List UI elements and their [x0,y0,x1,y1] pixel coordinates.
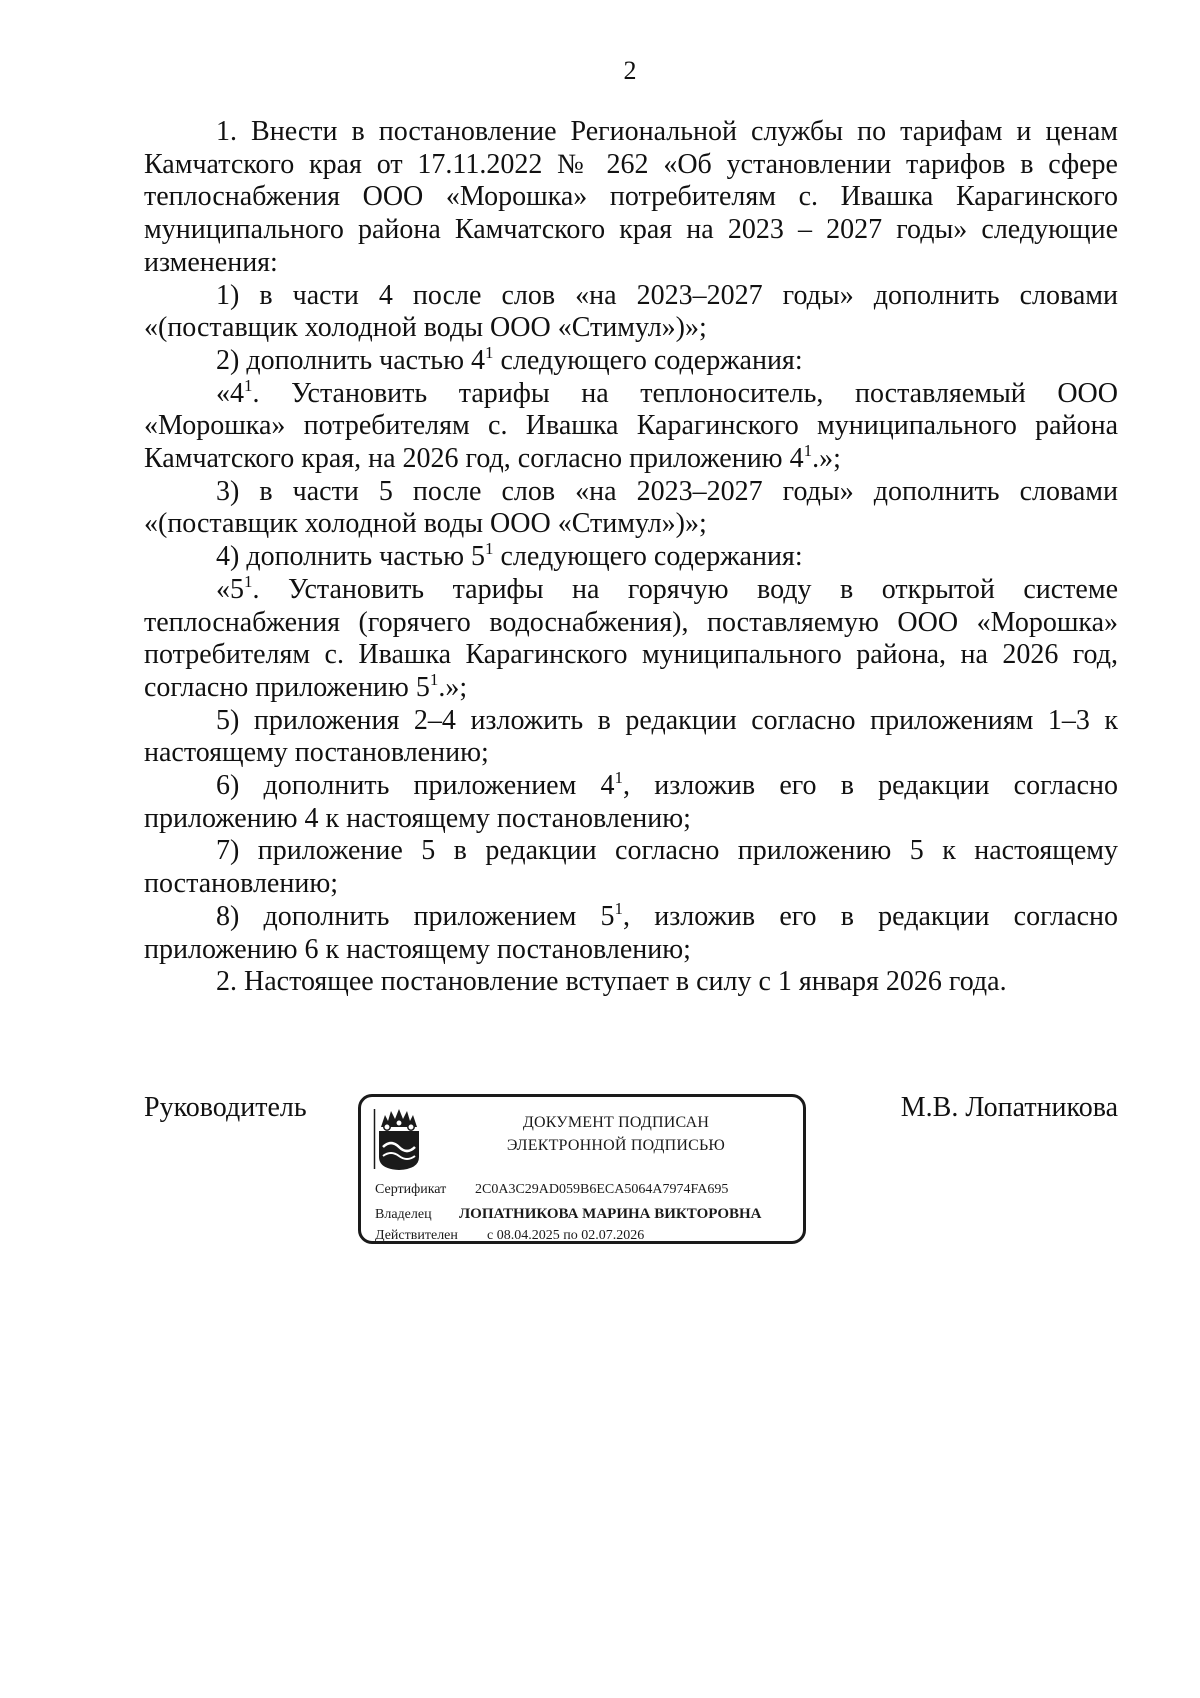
item-6-text-end: , изложив его в редакции согласно приложению 4 к настоящему постановлению; [144,770,1118,834]
superscript: 1 [244,375,253,395]
superscript: 1 [614,768,624,788]
item-2-text: 2) дополнить частью 4 [216,344,485,376]
validity-to-prefix: по [563,1228,578,1243]
paragraph-item-2 [144,342,1118,378]
paragraph-item-8 [144,898,1118,966]
paragraph-part-4-1 [144,375,1118,476]
paragraph-item-1: 1) в части 4 после слов «на 2023–2027 годы» дополнить словами «(поставщик холодной воды ООО «Стимул»)»; [144,279,1118,344]
owner-value: ЛОПАТНИКОВА МАРИНА ВИКТОРОВНА [459,1206,762,1222]
kamchatka-coat-of-arms-icon [373,1107,431,1171]
page-number: 2 [623,56,637,85]
stamp-header [451,1111,781,1157]
electronic-signature-stamp [358,1094,806,1244]
part-5-1-close: .»; [438,671,468,703]
superscript: 1 [485,342,494,362]
paragraph-effective-date: 2. Настоящее постановление вступает в силу с 1 января 2026 года. [216,966,1007,998]
validity-to-date: 02.07.2026 [581,1228,645,1243]
item-8-text-end: , изложив его в редакции согласно приложению 6 к настоящему постановлению; [144,900,1118,965]
validity-from-date: 08.04.2025 [496,1228,560,1243]
document-body [144,116,1118,999]
part-4-1-text: . Установить тарифы на теплоноситель, поставляемый ООО «Морошка» потребителям с. Ивашка Карагинского муниципального района Камчатского края, на 2026 год, согласно приложению 4 [144,377,1118,475]
part-4-1-open: «4 [216,377,244,409]
paragraph-item-6 [144,770,1118,835]
superscript: 1 [614,898,624,918]
paragraph-amend-intro: 1. Внести в постановление Региональной службы по тарифам и ценам Камчатского края от 17.11.2022 № 262 «Об установлении тарифов в сфере теплоснабжения ООО «Морошка» потребителям с. Ивашка Карагинского муниципального района Камчатского края на 2023 – 2027 годы» следующие изменения: [144,116,1118,278]
item-6-text: 6) дополнить приложением 4 [216,770,615,802]
stamp-certificate-row [375,1181,728,1199]
superscript: 1 [244,571,253,591]
signatory-position: Руководитель [144,1092,307,1123]
stamp-header-line-1: ДОКУМЕНТ ПОДПИСАН [522,1114,710,1131]
signatory-name: М.В. Лопатникова [900,1092,1118,1123]
item-8-text: 8) дополнить приложением 5 [216,900,615,932]
paragraph-item-7: 7) приложение 5 в редакции согласно приложению 5 к настоящему постановлению; [144,835,1118,900]
validity-label: Действителен [375,1228,458,1243]
stamp-header-line-2: ЭЛЕКТРОННОЙ ПОДПИСЬЮ [506,1137,726,1154]
paragraph-item-5: 5) приложения 2–4 изложить в редакции согласно приложениям 1–3 к настоящему постановлению; [144,704,1118,769]
owner-label: Владелец [375,1207,432,1222]
item-4-text: 4) дополнить частью 5 [216,541,485,573]
superscript: 1 [429,669,439,689]
paragraph-item-4 [144,541,1118,574]
paragraph-part-5-1 [144,571,1118,705]
part-4-1-close: .»; [812,443,841,475]
certificate-value: 2C0A3C29AD059B6ECA5064A7974FA695 [475,1182,729,1197]
part-5-1-open: «5 [216,573,244,605]
validity-from-prefix: с [487,1228,494,1243]
stamp-owner-row [375,1205,762,1224]
item-4-text-end: следующего содержания: [493,541,803,573]
superscript: 1 [803,441,813,461]
part-5-1-text: . Установить тарифы на горячую воду в открытой системе теплоснабжения (горячего водоснабжения), поставляемую ООО «Морошка» потребителям с. Ивашка Карагинского муниципального района, на 2026 год, согласно приложению 5 [144,573,1118,703]
stamp-validity-row [375,1227,644,1245]
superscript: 1 [485,539,494,559]
paragraph-item-3: 3) в части 5 после слов «на 2023–2027 годы» дополнить словами «(поставщик холодной воды ООО «Стимул»)»; [144,475,1118,540]
certificate-label: Сертификат [375,1182,447,1197]
item-2-text-end: следующего содержания: [493,344,803,376]
